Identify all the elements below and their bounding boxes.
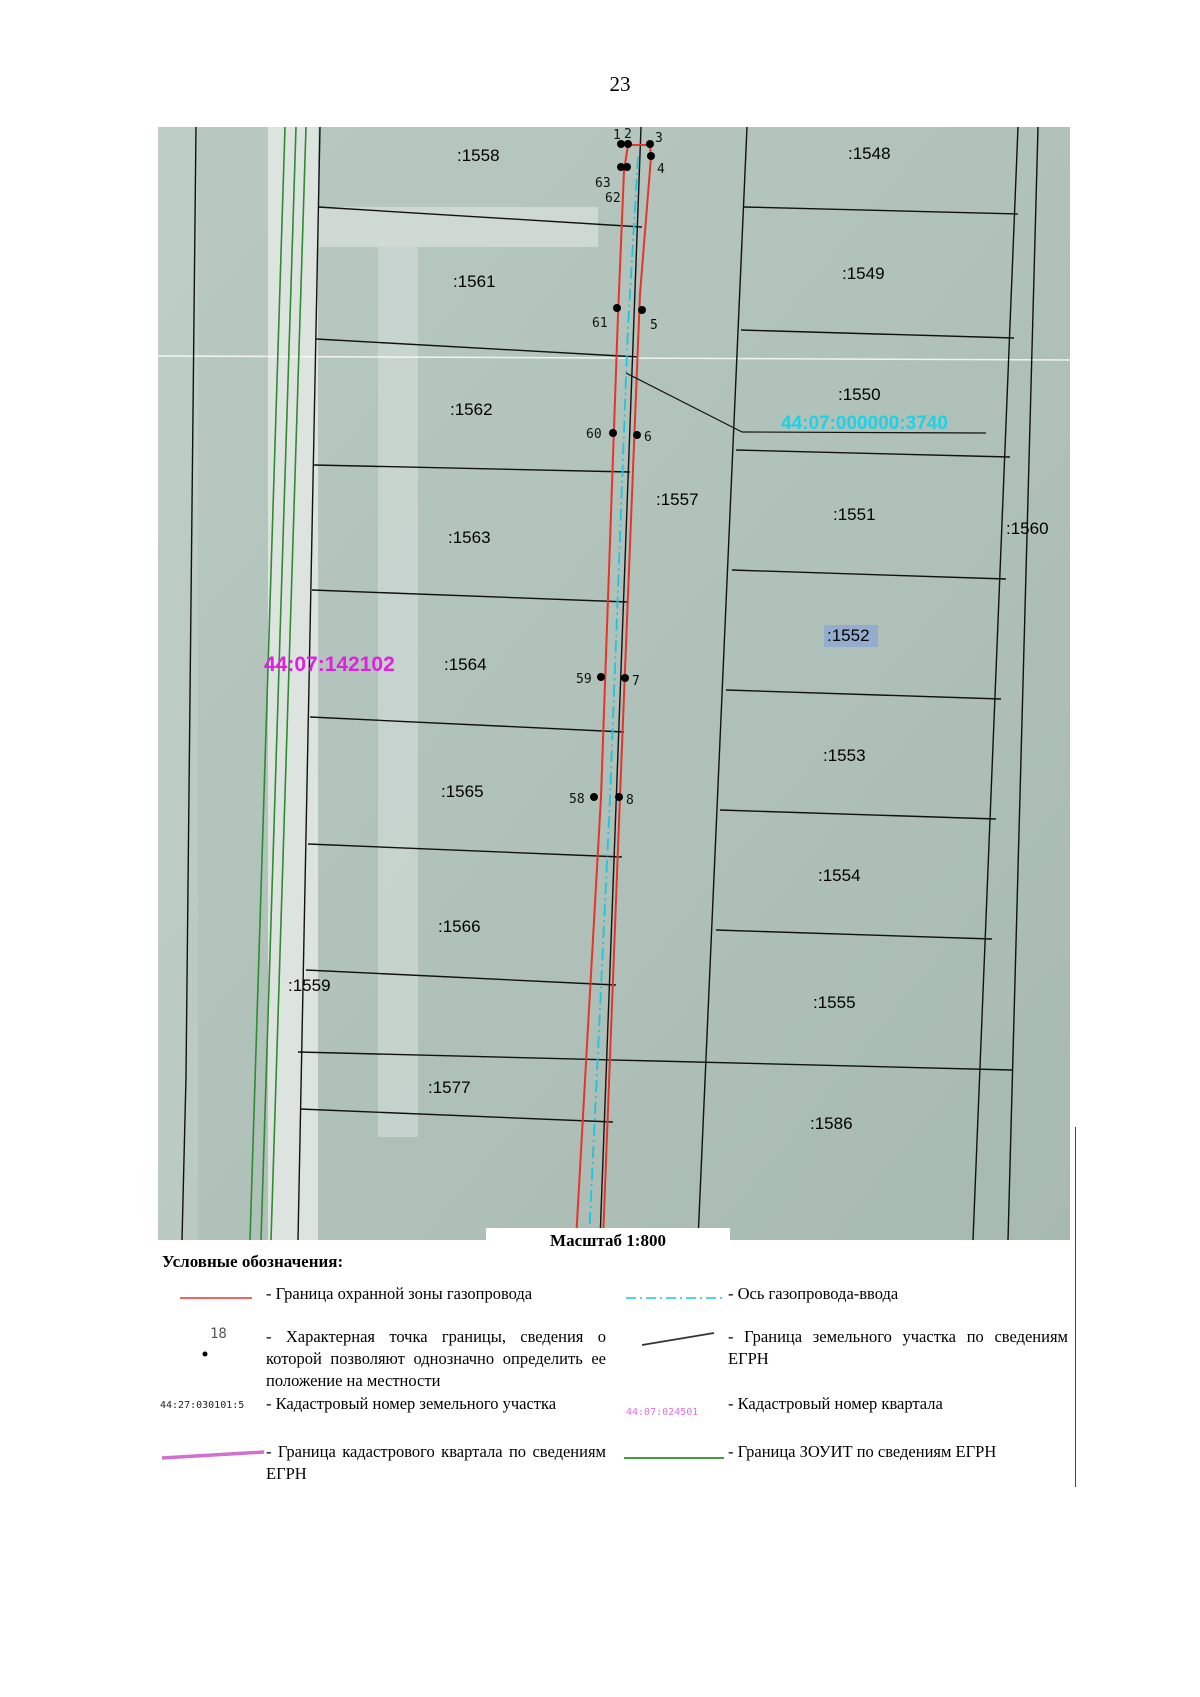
point-label: 62 xyxy=(605,191,621,206)
point-label: 6 xyxy=(644,430,652,445)
parcel-label: :1555 xyxy=(813,993,856,1012)
parcel-label: :1564 xyxy=(444,655,487,674)
point-marker xyxy=(590,793,598,801)
cadastral-label: 44:07:000000:3740 xyxy=(781,413,948,434)
point-label: 8 xyxy=(626,793,634,808)
parcel-label: :1554 xyxy=(818,866,861,885)
point-marker xyxy=(597,673,605,681)
quarter-label: 44:07:142102 xyxy=(264,653,395,676)
map-scale: Масштаб 1:800 xyxy=(486,1228,730,1254)
point-label: 1 xyxy=(613,128,621,143)
parcel-label: :1549 xyxy=(842,264,885,283)
legend-title: Условные обозначения: xyxy=(162,1252,344,1271)
legend-divider xyxy=(1075,1127,1076,1487)
point-label: 61 xyxy=(592,316,608,331)
parcel-label: :1566 xyxy=(438,917,481,936)
parcel-label: :1563 xyxy=(448,528,491,547)
parcel-label: :1553 xyxy=(823,746,866,765)
point-marker xyxy=(609,429,617,437)
parcel-label: :1577 xyxy=(428,1078,471,1097)
parcel-label: :1551 xyxy=(833,505,876,524)
yard-area xyxy=(158,127,198,1240)
point-marker xyxy=(621,674,629,682)
quarter-boundary-icon xyxy=(160,1449,270,1461)
point-marker xyxy=(646,140,654,148)
parcel-label: :1560 xyxy=(1006,519,1049,538)
parcel-label: :1552 xyxy=(827,626,870,645)
point-label: 3 xyxy=(655,131,663,146)
yard-area xyxy=(318,207,598,247)
zone-boundary-icon xyxy=(180,1295,255,1301)
point-marker xyxy=(638,306,646,314)
gas-axis-icon xyxy=(626,1295,726,1301)
point-marker xyxy=(615,793,623,801)
zouit-boundary-icon xyxy=(624,1455,726,1461)
parcel-label: :1557 xyxy=(656,490,699,509)
legend-zouit: - Граница ЗОУИТ по сведениям ЕГРН xyxy=(728,1442,997,1461)
point-marker xyxy=(617,163,625,171)
point-label: 59 xyxy=(576,672,592,687)
legend-axis: - Ось газопровода-ввода xyxy=(728,1284,899,1303)
point-marker xyxy=(613,304,621,312)
point-label: 58 xyxy=(569,792,585,807)
parcel-boundary-icon xyxy=(640,1330,720,1348)
point-label: 5 xyxy=(650,318,658,333)
parcel-number-sample: 44:27:030101:5 xyxy=(160,1400,245,1411)
parcel-label: :1565 xyxy=(441,782,484,801)
legend-quarter-boundary: - Граница кадастрового квартала по сведениям ЕГРН xyxy=(266,1442,606,1483)
parcel-label: :1559 xyxy=(288,976,331,995)
point-sample: 18 xyxy=(210,1326,227,1342)
parcel-label: :1548 xyxy=(848,144,891,163)
legend-quarter-number: - Кадастровый номер квартала xyxy=(728,1394,943,1413)
cadastral-map[interactable] xyxy=(158,127,1070,1240)
parcel-label: :1550 xyxy=(838,385,881,404)
legend-parcel-number: - Кадастровый номер земельного участка xyxy=(266,1394,557,1413)
point-label: 2 xyxy=(624,127,632,142)
parcel-label: :1586 xyxy=(810,1114,853,1133)
parcel-label: :1561 xyxy=(453,272,496,291)
yard-area xyxy=(378,237,418,1137)
point-marker xyxy=(633,431,641,439)
point-label: 60 xyxy=(586,427,602,442)
point-label: 4 xyxy=(657,162,665,177)
parcel-label: :1562 xyxy=(450,400,493,419)
parcel-label: :1558 xyxy=(457,146,500,165)
page-number: 23 xyxy=(609,72,631,96)
point-label: 7 xyxy=(632,674,640,689)
point-marker xyxy=(647,152,655,160)
point-label: 63 xyxy=(595,176,611,191)
legend-point: - Характерная точка границы, сведения о которой позволяют однозначно определить ее положение на местности xyxy=(266,1327,606,1390)
legend-zone: - Граница охранной зоны газопровода xyxy=(266,1284,533,1303)
legend-parcel-boundary: - Граница земельного участка по сведениям ЕГРН xyxy=(728,1327,1068,1368)
quarter-number-sample: 44:07:024501 xyxy=(626,1407,699,1418)
